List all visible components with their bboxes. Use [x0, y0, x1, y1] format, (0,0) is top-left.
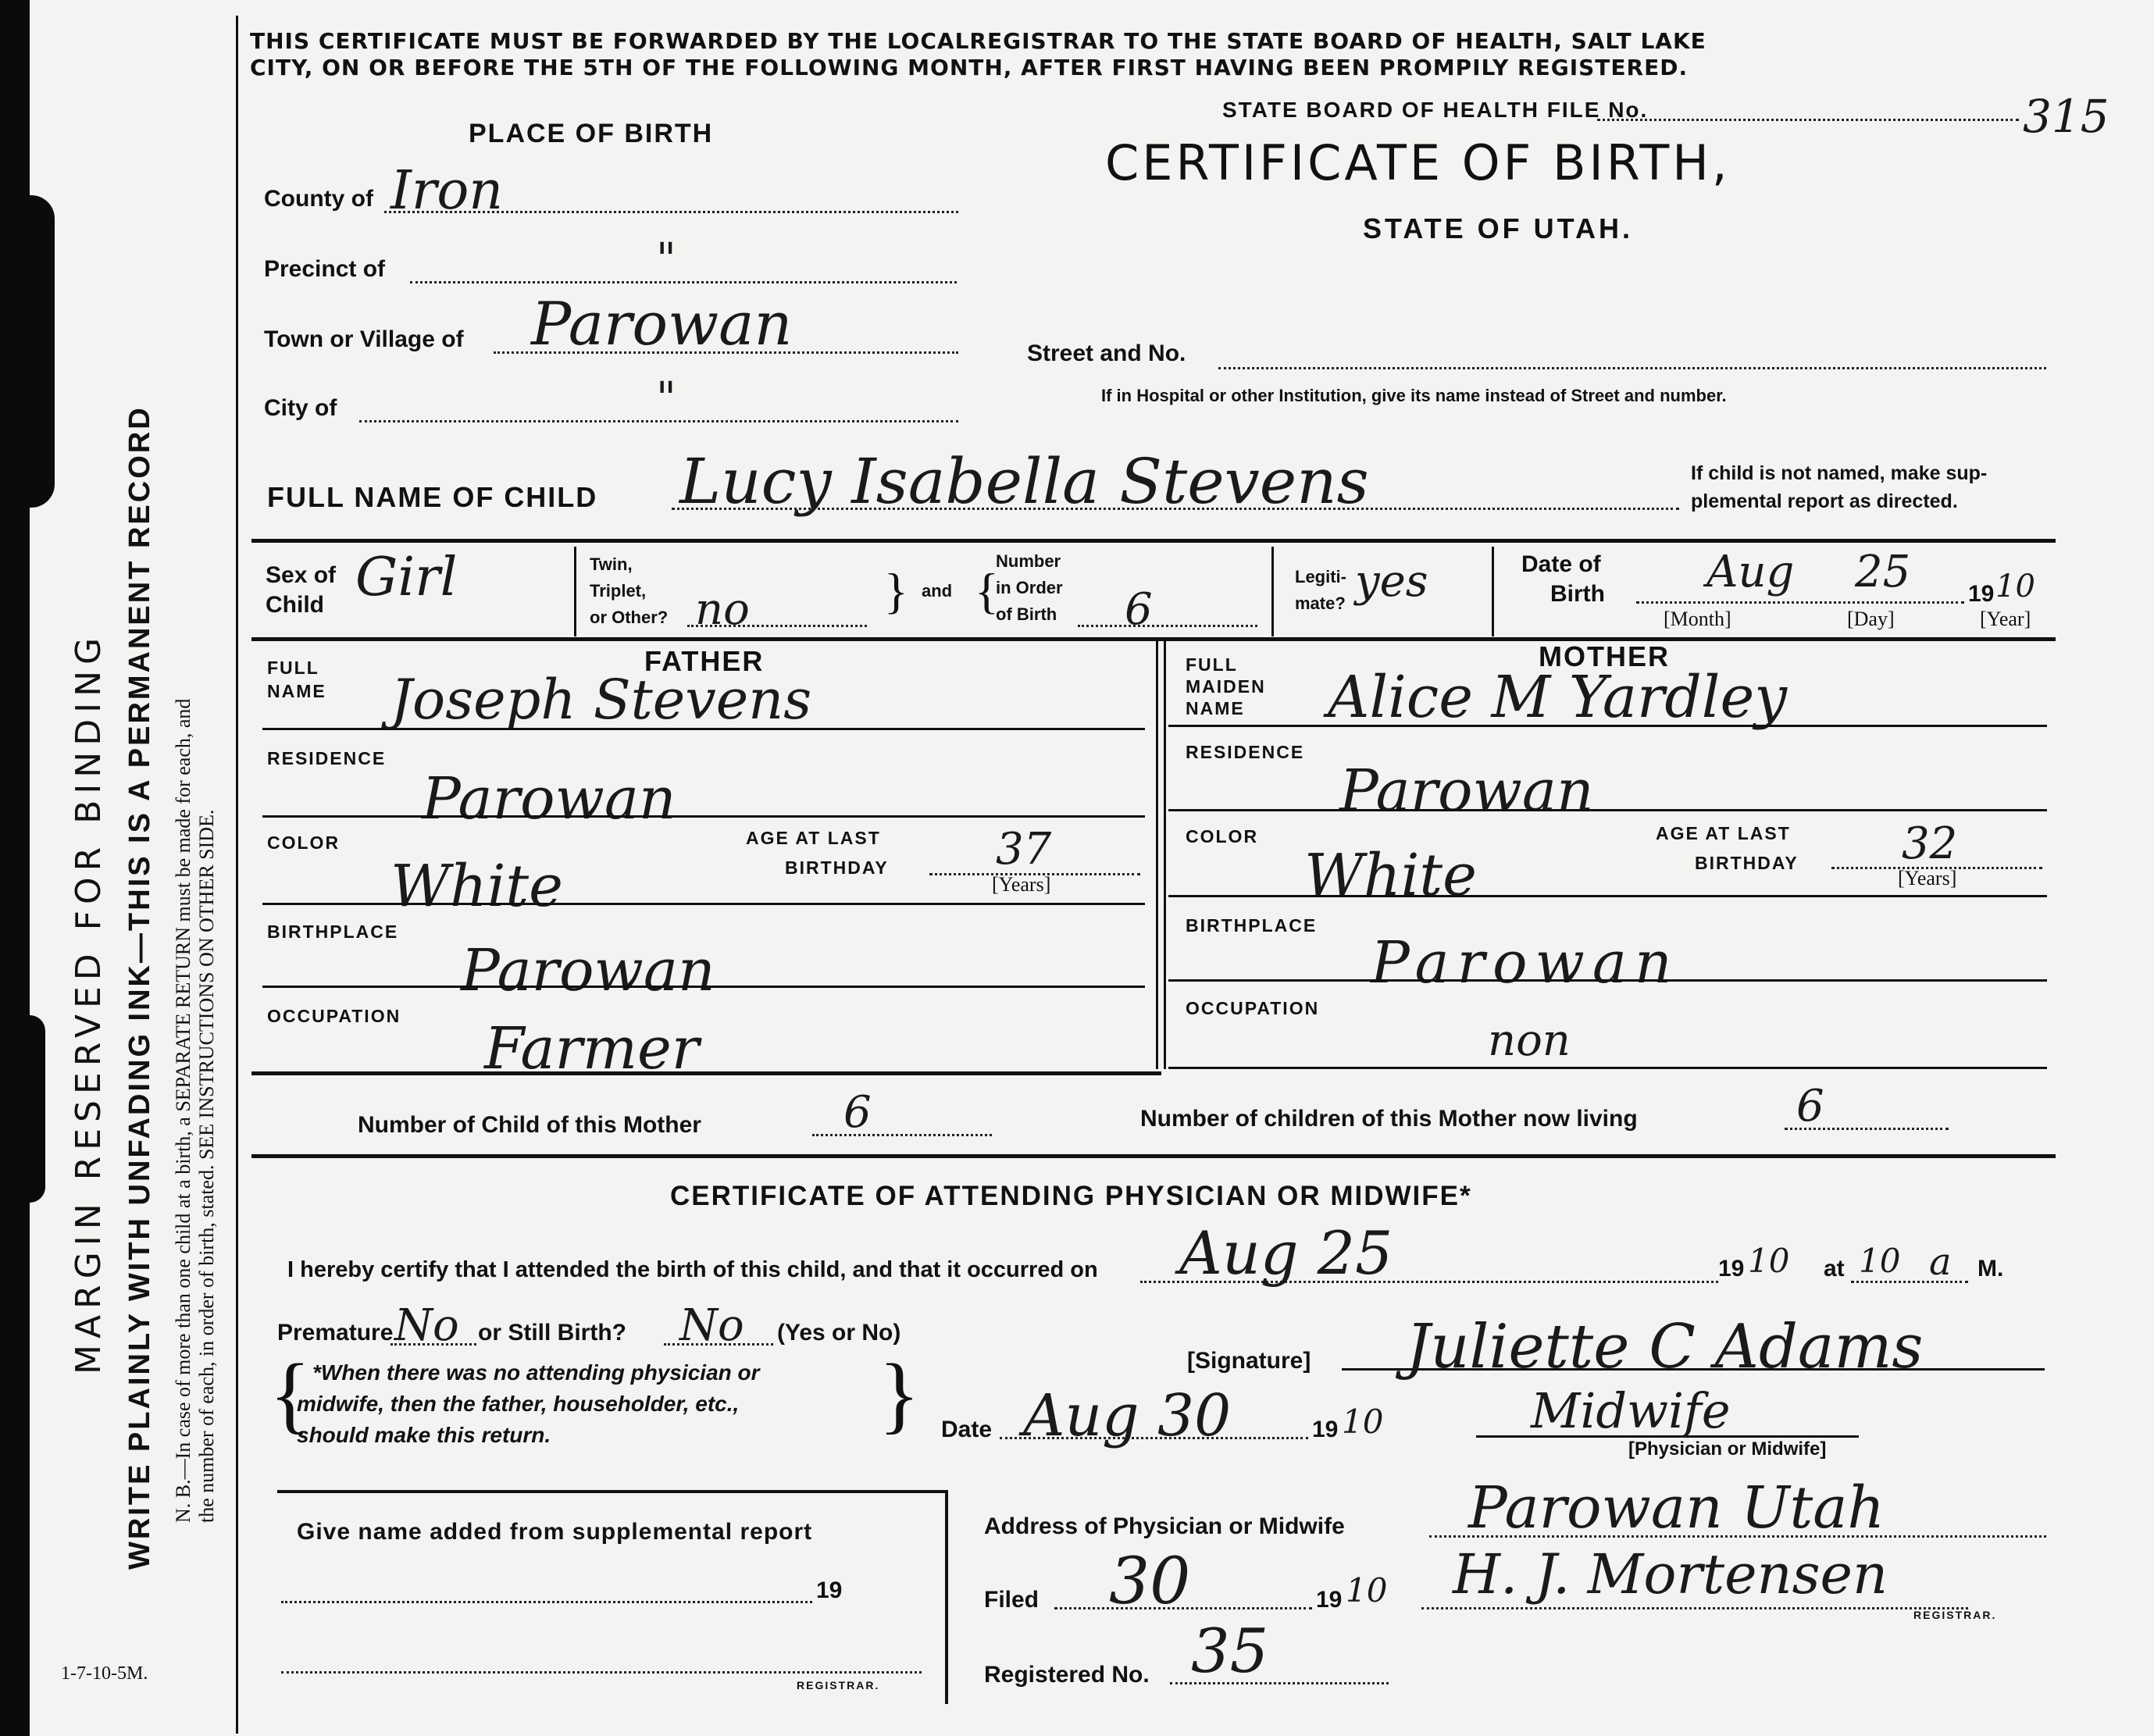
occurred-year-suffix: 10 — [1748, 1242, 1790, 1280]
city-value: " — [656, 373, 676, 424]
twin-label-3: or Other? — [590, 608, 669, 627]
order-label-2: in Order — [996, 578, 1063, 597]
father-birthplace-value: Parowan — [461, 937, 715, 1004]
street-label: Street and No. — [1027, 340, 1186, 366]
father-name-label-1: FULL — [267, 658, 319, 678]
signature-value: Juliette C Adams — [1406, 1312, 1924, 1382]
forward-instruction-2: CITY, ON OR BEFORE THE 5TH OF THE FOLLOWING MONTH, AFTER FIRST HAVING BEEN PROMPILY REGISTERED. — [250, 55, 1689, 80]
father-age-value: 37 — [996, 824, 1052, 875]
place-of-birth-heading: PLACE OF BIRTH — [469, 119, 714, 148]
child-number-label: Number of Child of this Mother — [358, 1112, 701, 1138]
still-birth-value: No — [679, 1300, 744, 1351]
address-label: Address of Physician or Midwife — [984, 1513, 1345, 1539]
not-named-note-2: plemental report as directed. — [1691, 490, 1958, 512]
address-value: Parowan Utah — [1468, 1474, 1885, 1542]
main-left-border — [236, 16, 238, 1734]
still-birth-label: or Still Birth? — [478, 1320, 626, 1346]
supplemental-registrar-label: REGISTRAR. — [797, 1679, 880, 1691]
father-residence-value: Parowan — [422, 765, 676, 832]
father-birthplace-label: BIRTHPLACE — [267, 921, 399, 942]
father-name-label-2: NAME — [267, 681, 326, 701]
legit-label-2: mate? — [1295, 594, 1346, 613]
supplemental-year-prefix: 19 — [816, 1577, 843, 1603]
mother-residence-value: Parowan — [1339, 757, 1594, 825]
time-value: 10 — [1859, 1242, 1901, 1280]
form-code: 1-7-10-5M. — [61, 1663, 148, 1684]
at-label: at — [1824, 1256, 1845, 1282]
dob-year-prefix: 19 — [1968, 581, 1995, 607]
mother-age-label-2: BIRTHDAY — [1695, 853, 1799, 873]
signature-label: [Signature] — [1187, 1348, 1311, 1374]
brace-left: } — [884, 563, 908, 618]
yes-no-label: (Yes or No) — [777, 1320, 901, 1346]
mother-occupation-value: non — [1488, 1015, 1571, 1066]
registered-no-label: Registered No. — [984, 1662, 1150, 1688]
file-no-value: 315 — [2023, 90, 2109, 143]
note-brace-left: { — [269, 1346, 311, 1442]
occurred-year-prefix: 19 — [1718, 1256, 1745, 1282]
physician-note-2: midwife, then the father, householder, etc., — [297, 1392, 740, 1416]
father-age-label-1: AGE AT LAST — [746, 828, 881, 848]
filed-label: Filed — [984, 1587, 1040, 1613]
mother-name-value: Alice M Yardley — [1328, 664, 1788, 731]
margin-binding-text: MARGIN RESERVED FOR BINDING — [69, 631, 109, 1374]
father-age-label-2: BIRTHDAY — [785, 857, 889, 878]
county-label: County of — [264, 186, 373, 212]
month-caption: [Month] — [1664, 608, 1731, 630]
sex-label-2: Child — [266, 592, 324, 618]
registered-no-value: 35 — [1191, 1617, 1269, 1687]
dob-label-2: Birth — [1550, 581, 1605, 607]
children-living-label: Number of children of this Mother now living — [1140, 1106, 1638, 1132]
legit-label-1: Legiti- — [1295, 567, 1346, 586]
occurred-date: Aug 25 — [1179, 1218, 1393, 1288]
precinct-value: " — [656, 234, 676, 285]
dob-year-suffix: 10 — [1995, 569, 2035, 604]
city-label: City of — [264, 395, 337, 421]
child-name-value: Lucy Isabella Stevens — [679, 445, 1369, 518]
sex-label-1: Sex of — [266, 562, 337, 588]
twin-value: no — [695, 584, 750, 635]
mother-color-value: White — [1304, 842, 1477, 909]
margin-permanent-text: WRITE PLAINLY WITH UNFADING INK—THIS IS A PERMANENT RECORD — [123, 405, 156, 1570]
brace-right: { — [975, 563, 999, 618]
order-label-1: Number — [996, 551, 1061, 571]
order-label-3: of Birth — [996, 604, 1057, 624]
twin-label-1: Twin, — [590, 554, 633, 574]
mother-name-label-2: MAIDEN — [1186, 676, 1266, 697]
mother-color-label: COLOR — [1186, 826, 1259, 847]
filed-year-suffix: 10 — [1346, 1571, 1388, 1609]
date-year-suffix: 10 — [1342, 1403, 1384, 1441]
children-living-value: 6 — [1796, 1081, 1824, 1132]
physician-note-1: *When there was no attending physician or — [312, 1360, 760, 1385]
mother-name-label-3: NAME — [1186, 698, 1245, 718]
father-color-value: White — [391, 853, 563, 920]
dob-day: 25 — [1855, 547, 1911, 597]
registrar-label: REGISTRAR. — [1913, 1609, 1997, 1621]
father-occupation-label: OCCUPATION — [267, 1006, 401, 1026]
filed-year-prefix: 19 — [1316, 1587, 1343, 1613]
year-caption: [Year] — [1980, 608, 2031, 630]
father-residence-label: RESIDENCE — [267, 748, 387, 768]
hospital-note: If in Hospital or other Institution, give its name instead of Street and number. — [1101, 386, 1727, 405]
state-name: STATE OF UTAH. — [1363, 212, 1633, 244]
premature-label: Premature — [277, 1320, 394, 1346]
am-value: a — [1929, 1240, 1952, 1284]
physician-title-value: Midwife — [1531, 1382, 1731, 1439]
dob-label-1: Date of — [1521, 551, 1601, 577]
twin-label-2: Triplet, — [590, 581, 647, 601]
father-occupation-value: Farmer — [484, 1015, 700, 1082]
mother-birthplace-value: Parowan — [1371, 929, 1680, 996]
mother-age-label-1: AGE AT LAST — [1656, 823, 1791, 843]
mother-occupation-label: OCCUPATION — [1186, 998, 1320, 1018]
father-heading: FATHER — [644, 645, 765, 677]
mother-name-label-1: FULL — [1186, 654, 1238, 675]
file-no-label: STATE BOARD OF HEALTH FILE No. — [1222, 98, 1649, 122]
certificate-title: CERTIFICATE OF BIRTH, — [1105, 134, 1731, 191]
county-value: Iron — [391, 160, 504, 222]
father-years-caption: [Years] — [992, 873, 1051, 896]
father-color-label: COLOR — [267, 832, 341, 853]
physician-note-3: should make this return. — [297, 1423, 551, 1447]
order-value: 6 — [1125, 584, 1153, 635]
not-named-note-1: If child is not named, make sup- — [1691, 462, 1988, 484]
registrar-signature: H. J. Mortensen — [1453, 1542, 1888, 1606]
physician-heading: CERTIFICATE OF ATTENDING PHYSICIAN OR MIDWIFE* — [670, 1181, 1472, 1211]
mother-residence-label: RESIDENCE — [1186, 742, 1305, 762]
child-name-label: FULL NAME OF CHILD — [267, 481, 598, 513]
torn-edge-notch — [23, 195, 55, 508]
mother-birthplace-label: BIRTHPLACE — [1186, 915, 1318, 936]
note-brace-right: } — [879, 1346, 920, 1442]
physician-title-caption: [Physician or Midwife] — [1628, 1438, 1827, 1460]
torn-edge-notch — [23, 1015, 45, 1203]
certify-text: I hereby certify that I attended the birth of this child, and that it occurred on — [287, 1257, 1098, 1282]
dob-month: Aug — [1706, 547, 1795, 597]
mother-years-caption: [Years] — [1898, 867, 1957, 889]
day-caption: [Day] — [1847, 608, 1895, 630]
date-value: Aug 30 — [1023, 1382, 1232, 1449]
mother-age-value: 32 — [1902, 818, 1958, 869]
child-number-value: 6 — [843, 1087, 872, 1138]
sex-value: Girl — [355, 547, 458, 608]
town-value: Parowan — [531, 289, 793, 358]
supplemental-label: Give name added from supplemental report — [297, 1519, 813, 1545]
and-label: and — [922, 581, 953, 601]
town-label: Town or Village of — [264, 326, 464, 352]
forward-instruction-1: THIS CERTIFICATE MUST BE FORWARDED BY THE LOCALREGISTRAR TO THE STATE BOARD OF HEALTH, SALT LAKE — [250, 28, 1706, 54]
date-year-prefix: 19 — [1312, 1417, 1339, 1442]
margin-note-line-1: N. B.—In case of more than one child at a birth, a SEPARATE RETURN must be made for each, and — [172, 698, 194, 1523]
premature-value: No — [394, 1300, 459, 1351]
precinct-label: Precinct of — [264, 256, 386, 282]
filed-value: 30 — [1109, 1545, 1191, 1619]
legit-value: yes — [1355, 556, 1428, 607]
m-label: M. — [1977, 1256, 2004, 1282]
mother-heading: MOTHER — [1539, 640, 1670, 672]
date-label: Date — [941, 1417, 993, 1442]
father-name-value: Joseph Stevens — [391, 668, 812, 732]
margin-note-line-2: the number of each, in order of birth, stated. SEE INSTRUCTIONS ON OTHER SIDE. — [195, 809, 218, 1523]
